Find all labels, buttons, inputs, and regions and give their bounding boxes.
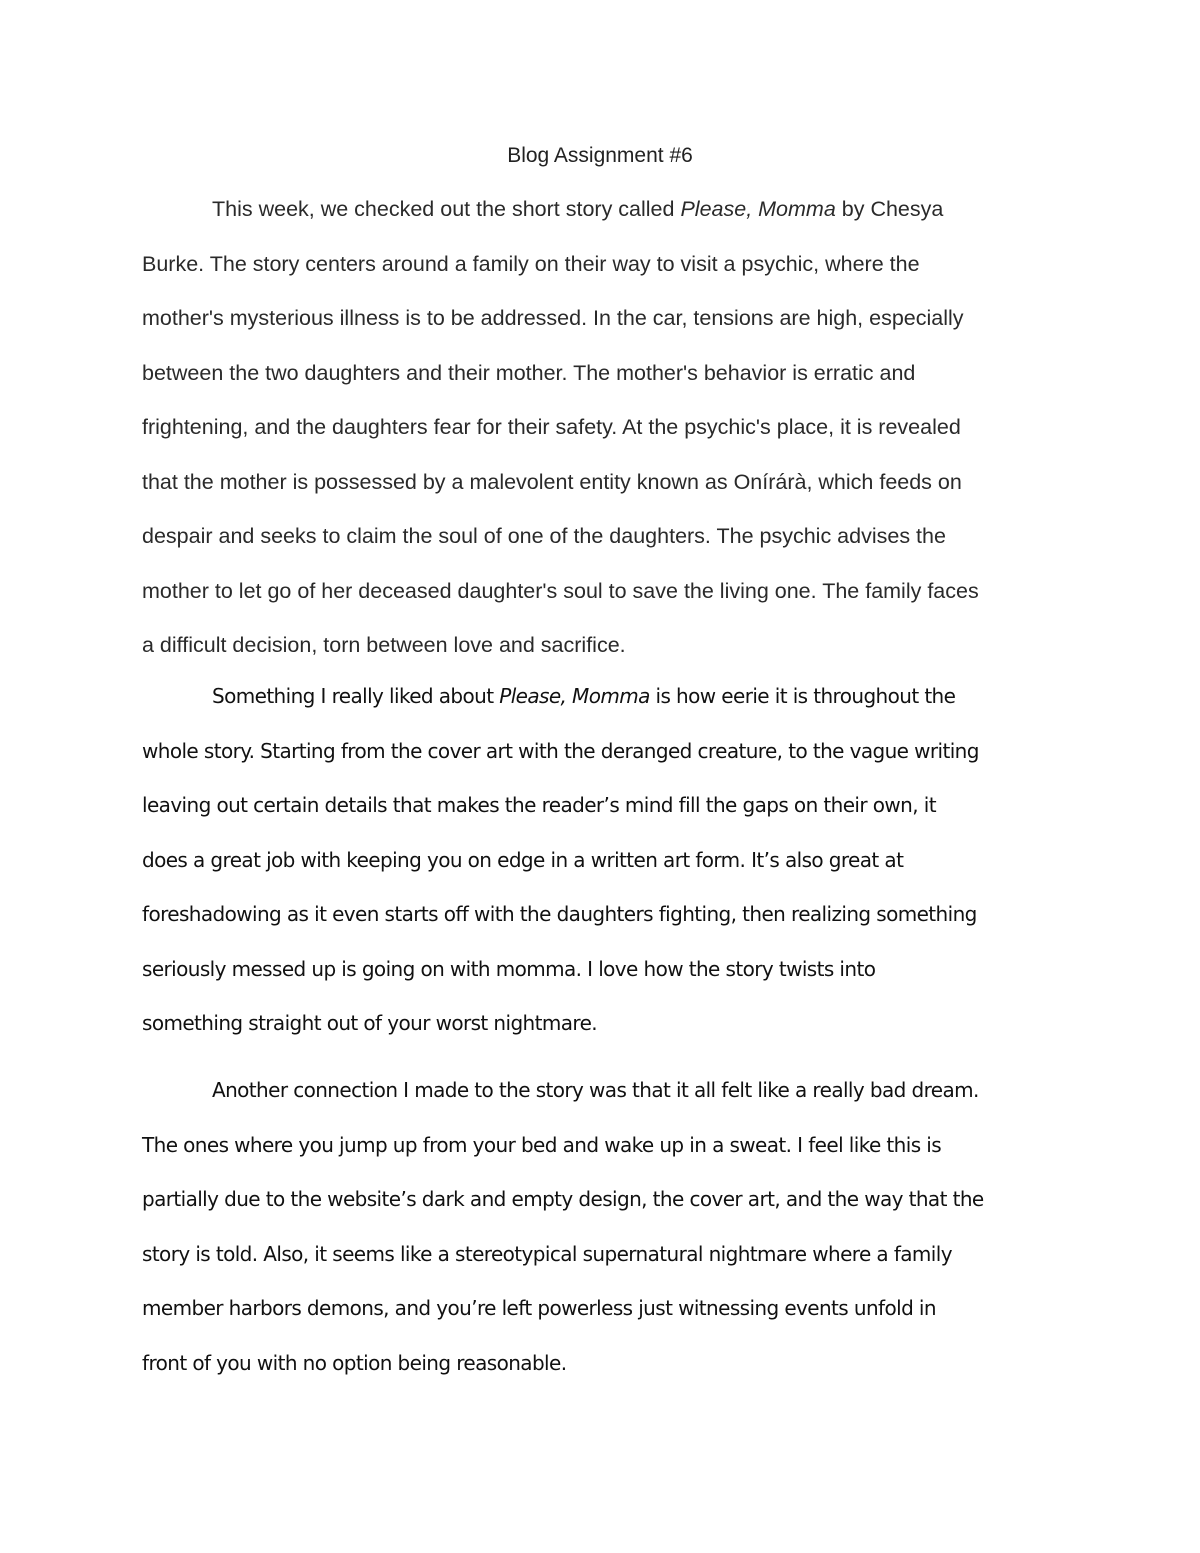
paragraph-line: does a great job with keeping you on edge in a written art form. It’s also great at (142, 847, 904, 872)
paragraph-summary (142, 182, 1062, 673)
paragraph-line: mother's mysterious illness is to be addressed. In the car, tensions are high, especially (142, 306, 964, 330)
story-title-italic: Please, Momma (499, 684, 650, 708)
paragraph-connection (142, 1063, 1062, 1390)
paragraph-line: member harbors demons, and you’re left powerless just witnessing events unfold in (142, 1296, 936, 1320)
paragraph-line: mother to let go of her deceased daughter's soul to save the living one. The family faces (142, 578, 979, 603)
paragraph-line: Another connection I made to the story was that it all felt like a really bad dream. (212, 1078, 979, 1102)
paragraph-line: that the mother is possessed by a malevolent entity known as Onírárà, which feeds on (142, 469, 962, 494)
paragraph-line: partially due to the website’s dark and empty design, the cover art, and the way that the (142, 1187, 984, 1211)
story-title-italic: Please, Momma (680, 197, 836, 221)
paragraph-line: leaving out certain details that makes the reader’s mind fill the gaps on their own, it (142, 793, 936, 817)
paragraph-liked (142, 669, 1062, 1051)
paragraph-line: frightening, and the daughters fear for their safety. At the psychic's place, it is revealed (142, 415, 961, 439)
paragraph-line: between the two daughters and their mother. The mother's behavior is erratic and (142, 360, 916, 385)
paragraph-line: This week, we checked out the short story called Please, Momma by Chesya (212, 197, 944, 221)
paragraph-line: Something I really liked about Please, Momma is how eerie it is throughout the (212, 684, 956, 708)
paragraph-line: something straight out of your worst nightmare. (142, 1011, 598, 1035)
paragraph-line: Burke. The story centers around a family on their way to visit a psychic, where the (142, 251, 920, 276)
document-title: Blog Assignment #6 (507, 144, 693, 167)
paragraph-line: foreshadowing as it even starts off with the daughters fighting, then realizing something (142, 902, 977, 926)
paragraph-line: story is told. Also, it seems like a stereotypical supernatural nightmare where a family (142, 1241, 952, 1266)
paragraph-line: a difficult decision, torn between love and sacrifice. (142, 633, 626, 657)
paragraph-line: front of you with no option being reasonable. (142, 1350, 567, 1375)
paragraph-line: The ones where you jump up from your bed and wake up in a sweat. I feel like this is (142, 1132, 942, 1157)
paragraph-line: despair and seeks to claim the soul of one of the daughters. The psychic advises the (142, 524, 946, 548)
paragraph-line: seriously messed up is going on with momma. I love how the story twists into (142, 956, 876, 981)
paragraph-line: whole story. Starting from the cover art with the deranged creature, to the vague writing (142, 738, 979, 763)
